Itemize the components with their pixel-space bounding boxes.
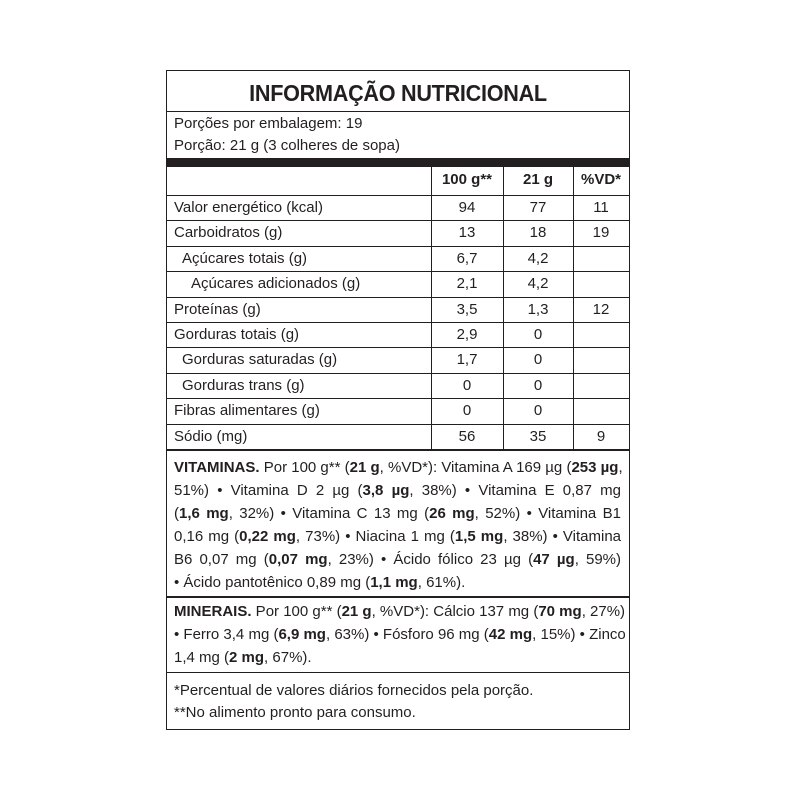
minerals-line xyxy=(174,646,621,669)
vitamins-line xyxy=(174,525,621,548)
minerals-line xyxy=(174,600,626,623)
row-divider xyxy=(167,347,629,348)
nutrient-label: Açúcares totais (g) xyxy=(182,249,308,267)
row-divider xyxy=(167,373,629,374)
bold-text: 3,8 µg xyxy=(362,482,410,499)
value-per-portion: 0 xyxy=(533,326,543,343)
text: • Ácido pantotênico 0,89 mg ( xyxy=(174,574,371,591)
nutrient-label: Gorduras totais (g) xyxy=(174,326,300,343)
value-per-portion: 0 xyxy=(533,376,543,394)
value-per-portion: 18 xyxy=(529,224,547,242)
table-bottom-divider xyxy=(167,449,629,451)
vitamins-line xyxy=(174,571,621,594)
daily-value-percent: 19 xyxy=(592,224,610,242)
title-divider xyxy=(167,111,629,112)
label-title: INFORMAÇÃO NUTRICIONAL xyxy=(249,80,547,106)
bold-text: VITAMINAS. xyxy=(174,459,260,476)
nutrient-label: Gorduras trans (g) xyxy=(182,376,305,394)
text: , %VD*): Cálcio 137 mg ( xyxy=(371,603,539,620)
value-per-100g: 3,5 xyxy=(456,300,478,318)
bold-text: 1,6 mg xyxy=(179,505,229,522)
daily-value-percent: 11 xyxy=(593,199,609,216)
vitamins-line xyxy=(174,548,621,571)
value-per-portion: 4,2 xyxy=(527,249,549,267)
value-per-portion: 0 xyxy=(533,402,543,420)
vitamins-paragraph xyxy=(174,456,621,594)
value-per-100g: 56 xyxy=(458,427,476,445)
text: 0,16 mg ( xyxy=(174,528,240,545)
row-divider xyxy=(167,246,629,247)
text: , 61%). xyxy=(417,574,466,591)
bold-text: 1,5 mg xyxy=(454,528,504,545)
nutrient-label: Açúcares adicionados (g) xyxy=(191,275,361,293)
minerals-divider xyxy=(167,672,629,673)
text: • Ferro 3,4 mg ( xyxy=(174,626,279,643)
row-divider xyxy=(167,322,629,323)
value-per-100g: 13 xyxy=(458,224,476,242)
value-per-portion: 0 xyxy=(533,351,543,369)
header-divider xyxy=(167,195,629,196)
text: , 32%) • Vitamina C 13 mg ( xyxy=(228,505,430,522)
text: , 38%) • Vitamina E 0,87 mg xyxy=(409,482,621,499)
footnote-daily-values: *Percentual de valores diários fornecidos pela porção. xyxy=(174,682,534,699)
text: B6 0,07 mg ( xyxy=(174,551,269,568)
nutrient-label: Proteínas (g) xyxy=(174,300,261,318)
bold-text: 6,9 mg xyxy=(278,626,326,643)
text: Por 100 g** ( xyxy=(259,459,350,476)
bold-text: 0,07 mg xyxy=(268,551,328,568)
text: 1,4 mg ( xyxy=(174,649,230,666)
text: Por 100 g** ( xyxy=(251,603,342,620)
value-per-100g: 2,1 xyxy=(456,275,478,293)
daily-value-percent: 12 xyxy=(592,300,610,318)
thick-divider xyxy=(167,158,629,167)
vitamins-line xyxy=(174,456,621,479)
value-per-100g: 6,7 xyxy=(456,249,478,267)
bold-text: 26 mg xyxy=(429,505,475,522)
bold-text: 2 mg xyxy=(229,649,265,666)
text: , 23%) • Ácido fólico 23 µg ( xyxy=(327,551,534,568)
text: , 52%) • Vitamina B1 xyxy=(474,505,621,522)
minerals-paragraph xyxy=(174,600,626,669)
text: , 73%) • Niacina 1 mg ( xyxy=(295,528,455,545)
text: , 38%) • Vitamina xyxy=(503,528,622,545)
value-per-100g: 94 xyxy=(458,199,476,216)
text: , 27%) xyxy=(581,603,626,620)
value-per-portion: 77 xyxy=(529,199,547,216)
nutrient-label: Valor energético (kcal) xyxy=(174,199,323,216)
vitamins-line xyxy=(174,502,621,525)
row-divider xyxy=(167,220,629,221)
daily-value-percent: 9 xyxy=(596,427,606,445)
bold-text: 1,1 mg xyxy=(370,574,418,591)
vitamins-divider xyxy=(167,596,629,598)
nutrient-label: Fibras alimentares (g) xyxy=(174,402,320,420)
minerals-line xyxy=(174,623,626,646)
nutrient-label: Sódio (mg) xyxy=(174,427,248,445)
text: , %VD*): Vitamina A 169 µg ( xyxy=(379,459,572,476)
text: 51%) • Vitamina D 2 µg ( xyxy=(174,482,363,499)
text: , xyxy=(618,459,623,476)
bold-text: MINERAIS. xyxy=(174,603,252,620)
row-divider xyxy=(167,271,629,272)
nutrient-label: Gorduras saturadas (g) xyxy=(182,351,338,369)
bold-text: 21 g xyxy=(341,603,372,620)
value-per-portion: 35 xyxy=(529,427,547,445)
servings-per-package: Porções por embalagem: 19 xyxy=(174,115,363,132)
column-header: 21 g xyxy=(522,171,553,188)
value-per-100g: 2,9 xyxy=(456,326,478,343)
bold-text: 42 mg xyxy=(488,626,533,643)
nutrient-label: Carboidratos (g) xyxy=(174,224,283,242)
value-per-100g: 0 xyxy=(462,402,472,420)
serving-size: Porção: 21 g (3 colheres de sopa) xyxy=(174,137,400,154)
text: , 59%) xyxy=(574,551,621,568)
bold-text: 70 mg xyxy=(538,603,582,620)
vitamins-line xyxy=(174,479,621,502)
row-divider xyxy=(167,297,629,298)
footnote-ready-to-eat: **No alimento pronto para consumo. xyxy=(174,704,416,721)
column-header: %VD* xyxy=(580,171,621,188)
text: , 15%) • Zinco xyxy=(532,626,626,643)
value-per-portion: 1,3 xyxy=(527,300,549,318)
value-per-100g: 1,7 xyxy=(456,351,478,369)
nutrition-facts-label xyxy=(166,70,630,730)
bold-text: 253 µg xyxy=(571,459,619,476)
row-divider xyxy=(167,424,629,425)
value-per-100g: 0 xyxy=(462,376,472,394)
column-header: 100 g** xyxy=(441,171,493,188)
text: , 63%) • Fósforo 96 mg ( xyxy=(325,626,489,643)
bold-text: 21 g xyxy=(349,459,380,476)
bold-text: 0,22 mg xyxy=(239,528,296,545)
row-divider xyxy=(167,398,629,399)
text: ( xyxy=(174,505,179,522)
text: , 67%). xyxy=(264,649,312,666)
value-per-portion: 4,2 xyxy=(527,275,549,293)
bold-text: 47 µg xyxy=(533,551,575,568)
